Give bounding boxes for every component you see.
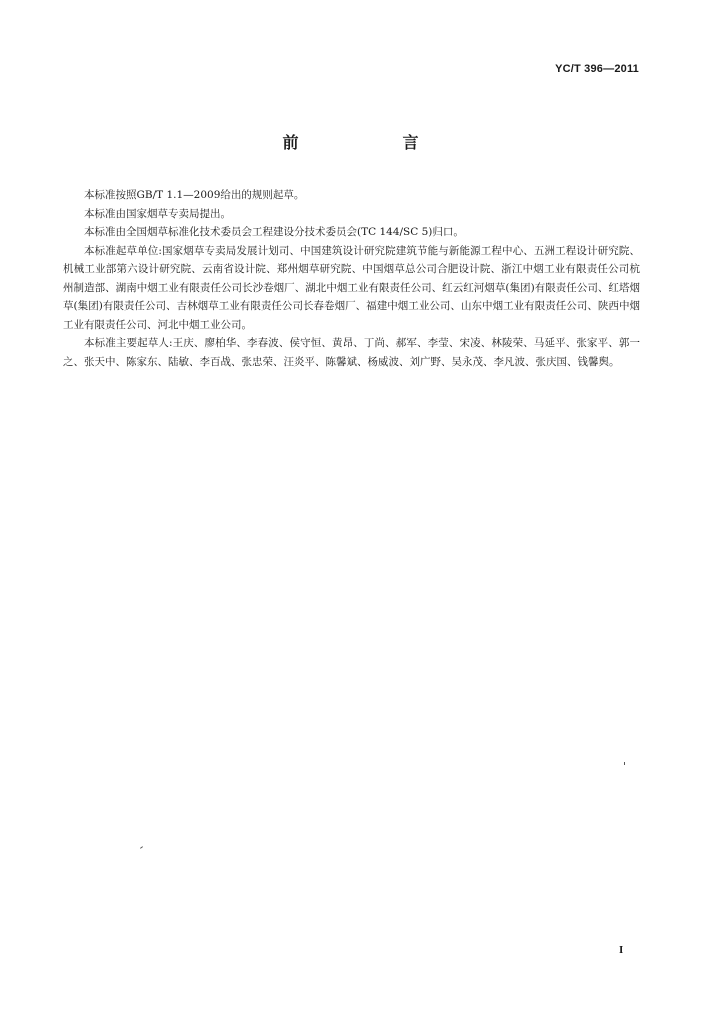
scan-speck — [624, 762, 625, 765]
paragraph-drafting-units: 本标准起草单位:国家烟草专卖局发展计划司、中国建筑设计研究院建筑节能与新能源工程中心、五洲工程设计研究院、机械工业部第六设计研究院、云南省设计院、郑州烟草研究院、中国烟草总公司合肥设计院、浙江中烟工业有限责任公司杭州制造部、湖南中烟工业有限责任公司长沙卷烟厂、湖北中烟工业有限责任公司、红云红河烟草(集团)有限责任公司、红塔烟草(集团)有限责任公司、吉林烟草工业有限责任公司长春卷烟厂、福建中烟工业公司、山东中烟工业有限责任公司、陕西中烟工业有限责任公司、河北中烟工业公司。 — [63, 244, 640, 331]
paragraph-proposer: 本标准由国家烟草专卖局提出。 — [84, 207, 231, 220]
page-number: I — [619, 944, 624, 956]
scan-speck — [140, 846, 143, 849]
paragraph-drafting-rules: 本标准按照GB/T 1.1—2009给出的规则起草。 — [84, 189, 305, 201]
page-title: 前 言 — [282, 133, 463, 152]
standard-code: YC/T 396—2011 — [555, 63, 639, 75]
paragraph-drafters: 本标准主要起草人:王庆、廖柏华、李春波、侯守恒、黄昂、丁尚、郝军、李莹、宋凌、林陵荣、马延平、张家平、郭一之、张天中、陈家东、陆敏、李百战、张忠荣、汪炎平、陈馨斌、杨威波、刘广野、吴永茂、李凡波、张庆国、钱馨舆。 — [63, 337, 640, 368]
foreword-body — [63, 186, 640, 371]
paragraph-administrator: 本标准由全国烟草标准化技术委员会工程建设分技术委员会(TC 144/SC 5)归口。 — [84, 226, 464, 238]
